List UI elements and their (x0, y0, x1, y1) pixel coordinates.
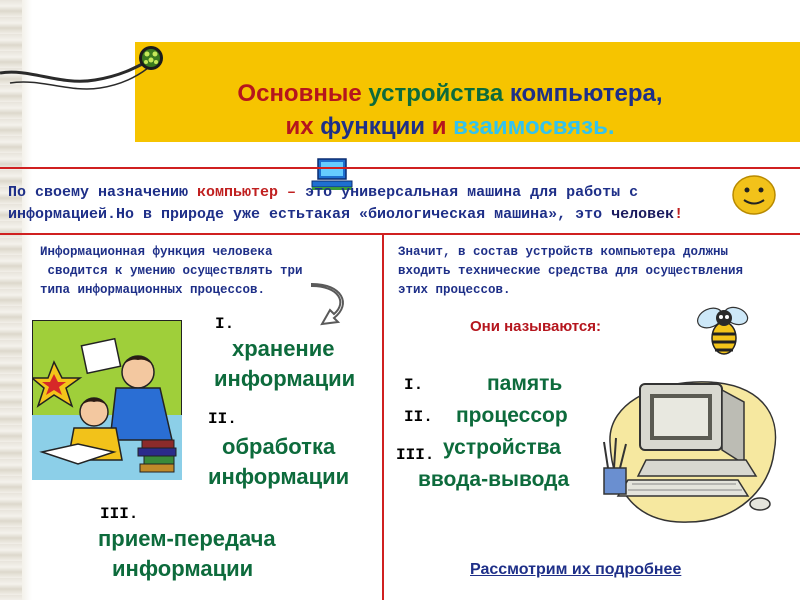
right-item-1-roman: I. (404, 376, 424, 394)
left-item-1-line-2: информации (214, 366, 356, 391)
intro-text-3: информацией.Но в природе уже естьтакая «биологическая машина», это (8, 206, 612, 223)
desktop-computer-illustration (598, 372, 782, 532)
left-item-3-line-1: прием-передача (98, 526, 276, 551)
left-item-2-line-2: информации (208, 464, 350, 489)
title-word-their: их (285, 113, 321, 140)
right-item-1-label: память (487, 372, 563, 395)
left-item-1-line-1: хранение (232, 336, 335, 361)
left-desc-line-3: типа информационных процессов. (40, 283, 266, 297)
right-item-3-label: устройства (443, 436, 561, 459)
left-desc-line-2: сводится к умению осуществлять три (40, 264, 303, 278)
right-description (398, 243, 798, 300)
title-word-functions: функции (320, 113, 432, 140)
intro-text-2: это универсальная машина для работы с (305, 184, 639, 201)
title-word-relationship: взаимосвязь. (453, 113, 615, 140)
intro-text-1: По своему назначению (8, 184, 198, 201)
left-item-3-roman: III. (100, 505, 139, 523)
left-item-2-line-1: обработка (222, 434, 336, 459)
title-word-and: и (431, 113, 454, 140)
left-item-1-roman: I. (215, 315, 235, 333)
right-desc-line-2: входить технические средства для осуществления (398, 264, 744, 278)
left-item-2-roman: II. (208, 410, 237, 428)
page-title-line-2 (140, 113, 760, 141)
they-called-heading: Они называются: (470, 318, 602, 335)
divider-vertical (382, 233, 384, 600)
intro-paragraph (8, 182, 778, 226)
intro-exclaim: ! (674, 206, 684, 223)
divider-middle (0, 233, 800, 235)
right-item-3-label-2: ввода-вывода (418, 468, 570, 491)
smiley-face-icon (731, 173, 777, 217)
bee-icon (696, 300, 752, 362)
left-desc-line-1: Информационная функция человека (40, 245, 273, 259)
title-word-computer: компьютера, (509, 80, 663, 107)
left-item-3-line-2: информации (112, 556, 254, 581)
intro-human: человек (611, 206, 675, 223)
see-more-link[interactable]: Рассмотрим их подробнее (470, 561, 682, 578)
title-word-basic: Основные (237, 80, 369, 107)
right-desc-line-3: этих процессов. (398, 283, 511, 297)
father-son-studying-illustration (32, 320, 182, 480)
title-word-devices: устройства (368, 80, 510, 107)
page-title-line-1 (140, 80, 760, 108)
intro-computer: компьютер – (197, 184, 306, 201)
divider-top (0, 167, 800, 169)
right-item-2-roman: II. (404, 408, 433, 426)
right-desc-line-1: Значит, в состав устройств компьютера должны (398, 245, 729, 259)
right-item-3-roman: III. (396, 446, 435, 464)
curved-arrow-icon (308, 282, 352, 328)
right-item-2-label: процессор (456, 404, 568, 427)
